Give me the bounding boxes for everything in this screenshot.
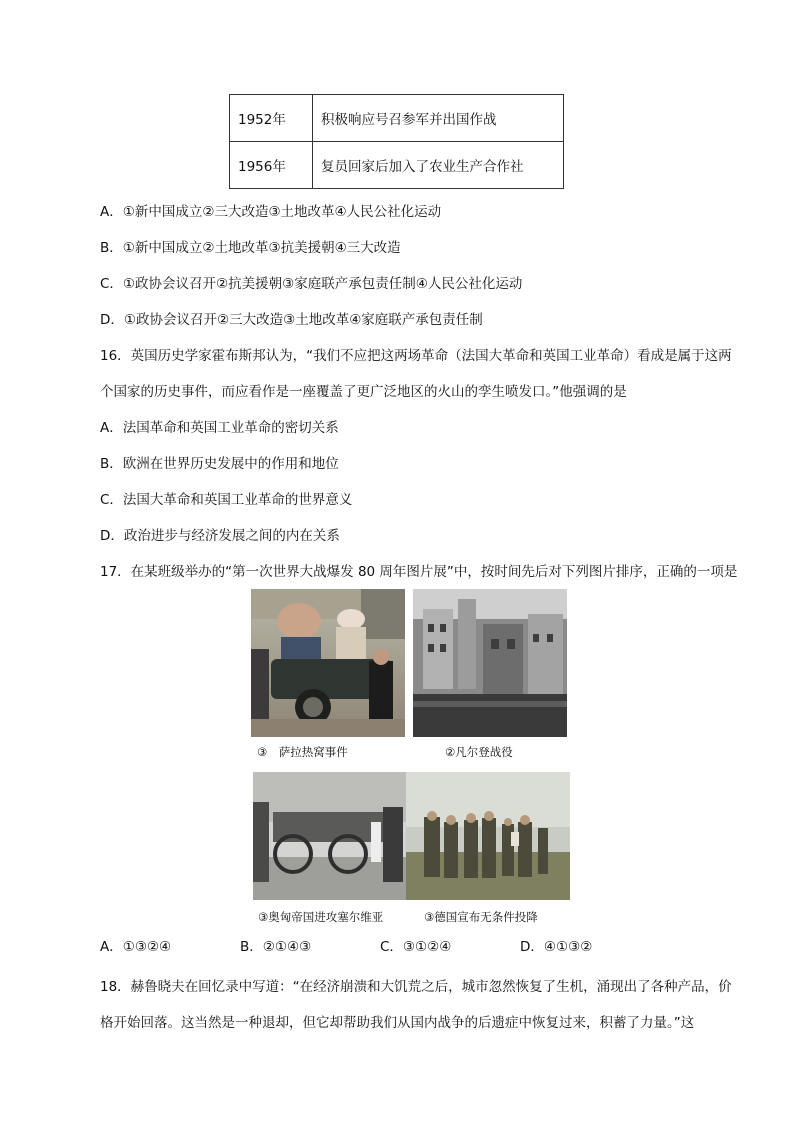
caption-germany-surrender: ③德国宣布无条件投降	[424, 910, 538, 924]
q17-stem: 17．在某班级举办的“第一次世界大战爆发 80 周年图片展”中，按时间先后对下列图片排序，正确的一项是	[100, 564, 738, 580]
q18-stem-line1: 18．赫鲁晓夫在回忆录中写道：“在经济崩溃和大饥荒之后，城市忽然恢复了生机，涌现出了各种产品，价	[100, 979, 732, 995]
table-row	[230, 95, 564, 142]
q17-option-c: C．③①②④	[380, 939, 452, 955]
q16-stem-line2: 个国家的历史事件，而应看作是一座覆盖了更广泛地区的火山的孪生喷发口。”他强调的是	[100, 384, 627, 400]
q15-option-d: D．①政协会议召开②三大改造③土地改革④家庭联产承包责任制	[100, 312, 483, 328]
caption-verdun: ②凡尔登战役	[445, 745, 513, 759]
caption-austria-hungary: ③奥匈帝国进攻塞尔维亚	[258, 910, 384, 924]
table-cell-event: 复员回家后加入了农业生产合作社	[313, 142, 564, 189]
q18-stem-line2: 格开始回落。这当然是一种退却，但它却帮助我们从国内战争的后遗症中恢复过来，积蓄了力量。”这	[100, 1015, 695, 1031]
q17-option-d: D．④①③②	[520, 939, 593, 955]
q16-option-d: D．政治进步与经济发展之间的内在关系	[100, 528, 340, 544]
austria-hungary-attack-image	[253, 772, 406, 900]
caption-sarajevo: ③ 萨拉热窝事件	[257, 745, 348, 759]
q16-option-b: B．欧洲在世界历史发展中的作用和地位	[100, 456, 339, 472]
q16-stem-line1: 16．英国历史学家霍布斯邦认为，“我们不应把这两场革命（法国大革命和英国工业革命）看成是属于这两	[100, 348, 732, 364]
q16-option-a: A．法国革命和英国工业革命的密切关系	[100, 420, 339, 436]
q15-option-c: C．①政协会议召开②抗美援朝③家庭联产承包责任制④人民公社化运动	[100, 276, 523, 292]
verdun-battle-image	[413, 589, 567, 737]
q15-option-a: A．①新中国成立②三大改造③土地改革④人民公社化运动	[100, 204, 442, 220]
q17-option-a: A．①③②④	[100, 939, 172, 955]
table-cell-year: 1952年	[230, 95, 313, 142]
q17-option-b: B．②①④③	[240, 939, 312, 955]
q16-option-c: C．法国大革命和英国工业革命的世界意义	[100, 492, 353, 508]
table-cell-year: 1956年	[230, 142, 313, 189]
table-cell-event: 积极响应号召参军并出国作战	[313, 95, 564, 142]
sarajevo-incident-image	[251, 589, 405, 737]
history-table	[229, 94, 564, 189]
table-row	[230, 142, 564, 189]
germany-surrender-image	[406, 772, 570, 900]
q15-option-b: B．①新中国成立②土地改革③抗美援朝④三大改造	[100, 240, 401, 256]
